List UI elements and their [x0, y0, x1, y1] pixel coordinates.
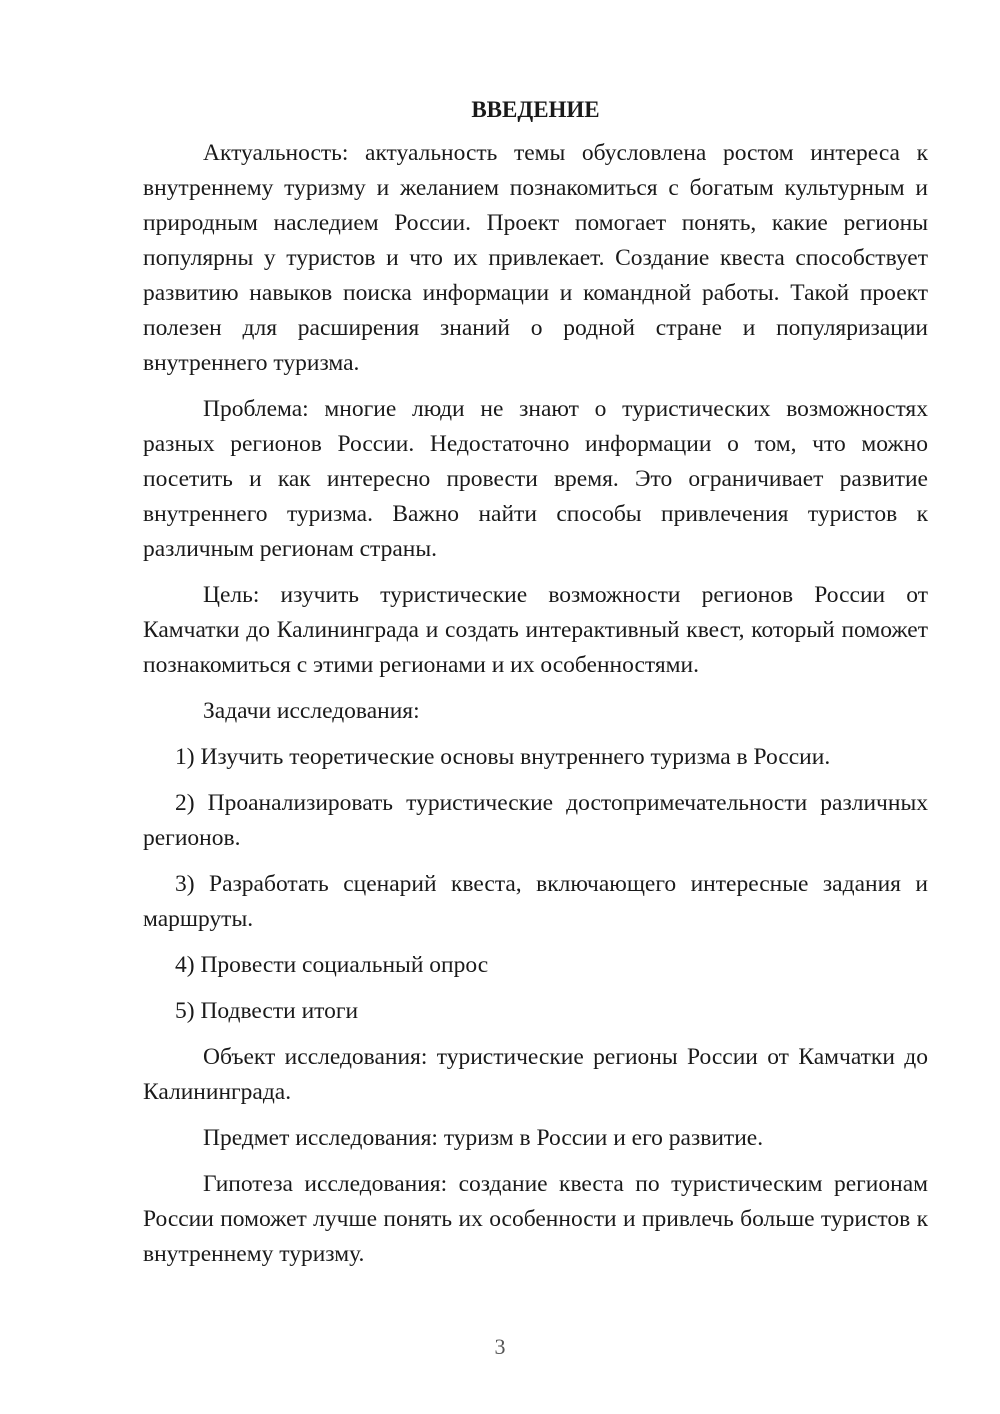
- goal-paragraph: Цель: изучить туристические возможности регионов России от Камчатки до Калининграда и создать интерактивный квест, который поможет познакомиться с этими регионами и их особенностями.: [143, 582, 928, 678]
- task-item: 5) Подвести итоги: [175, 998, 359, 1024]
- section-heading: ВВЕДЕНИЕ: [471, 97, 600, 122]
- subject-paragraph: Предмет исследования: туризм в России и его развитие.: [203, 1125, 764, 1151]
- tasks-list: [143, 740, 928, 1029]
- problem-paragraph: Проблема: многие люди не знают о туристических возможностях разных регионов России. Недостаточно информации о том, что можно посетить и как интересно провести время. Это ограничивает развитие внутреннего туризма. Важно найти способы привлечения туристов к различным регионам страны.: [143, 396, 928, 562]
- tasks-title: Задачи исследования:: [203, 698, 420, 724]
- hypothesis-paragraph: Гипотеза исследования: создание квеста по туристическим регионам России поможет лучше понять их особенности и привлечь больше туристов к внутреннему туризму.: [143, 1171, 928, 1267]
- relevance-paragraph: Актуальность: актуальность темы обусловлена ростом интереса к внутреннему туризму и желанием познакомиться с богатым культурным и природным наследием России. Проект помогает понять, какие регионы популярны у туристов и что их привлекает. Создание квеста способствует развитию навыков поиска информации и командной работы. Такой проект полезен для расширения знаний о родной стране и популяризации внутреннего туризма.: [143, 140, 928, 376]
- page-number: 3: [494, 1334, 506, 1359]
- task-item: 2) Проанализировать туристические достопримечательности различных регионов.: [143, 790, 928, 851]
- task-item: 3) Разработать сценарий квеста, включающего интересные задания и маршруты.: [143, 871, 928, 932]
- task-item: 4) Провести социальный опрос: [175, 952, 489, 978]
- document-page: [143, 96, 928, 1283]
- task-item: 1) Изучить теоретические основы внутреннего туризма в России.: [175, 744, 831, 770]
- object-paragraph: Объект исследования: туристические регионы России от Камчатки до Калининграда.: [143, 1044, 928, 1105]
